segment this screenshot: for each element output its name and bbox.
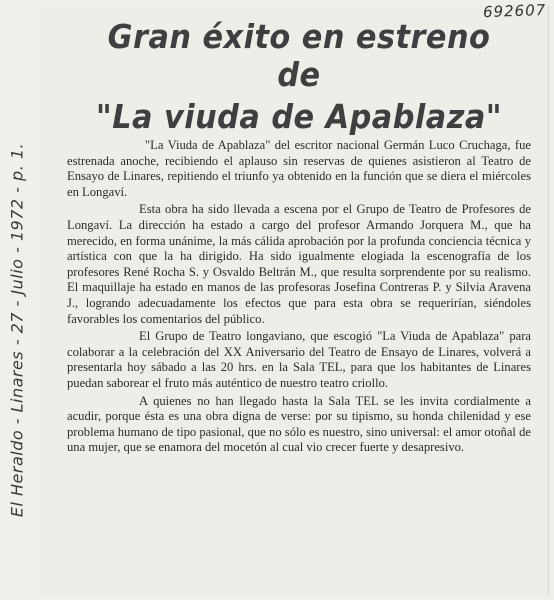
article-headline xyxy=(62,18,536,136)
article-paragraph-2: Esta obra ha sido llevada a escena por el Grupo de Teatro de Profesores de Longaví. La dirección ha estado a cargo del profesor Armando Jorquera M., que ha merecido, en forma unánime, la más cálida aprobación por la profunda conciencia técnica y artística con que la ha dirigido. Ha sido igualmente elogiada la escenografía de los profesores René Rocha S. y Osvaldo Beltrán M., que resulta sorprendente por su realismo. El maquillaje ha estado en manos de las profesoras Josefina Contreras P. y Silvia Aravena J., logrando adecuadamente los efectos que para esta obra se requerirían, siéndoles favorables los comentarios del público. xyxy=(67,202,531,326)
article-paragraph-3: El Grupo de Teatro longaviano, que escogió "La Viuda de Apablaza" para colaborar a la celebración del XX Aniversario del Teatro de Ensayo de Linares, volverá a presentarla hoy sábado a las 20 hrs. en la Sala TEL, para que los habitantes de Linares puedan saborear el fruto más auténtico de nuestro teatro criollo. xyxy=(67,329,531,390)
headline-line-2: "La viuda de Apablaza" xyxy=(95,96,503,136)
side-annotation xyxy=(2,70,32,590)
side-annotation-text: El Heraldo - Linares - 27 - Julio - 1972 - p. 1. xyxy=(7,142,27,518)
article-paragraph-1: "La Viuda de Apablaza" del escritor nacional Germán Luco Cruchaga, fue estrenada anoche, recibiendo el aplauso sin reservas de quienes asistieron al Teatro de Ensayo de Linares, repitiendo el triunfo ya obtenido en la función que se diera el miércoles en Longaví. xyxy=(67,138,531,199)
headline-line-1: Gran éxito en estreno de xyxy=(107,17,491,94)
article-paragraph-4: A quienes no han llegado hasta la Sala TEL se les invita cordialmente a acudir, porque ésta es una obra digna de verse: por su tipismo, su honda chilenidad y ese problema humano de tipo pasional, que no sólo es nuestro, sino universal: el amor otoñal de una mujer, que se enamora del mocetón al cual vio crecer fuerte y desapresivo. xyxy=(67,393,531,455)
archive-number: 692607 xyxy=(482,0,547,22)
article-body xyxy=(67,138,531,458)
